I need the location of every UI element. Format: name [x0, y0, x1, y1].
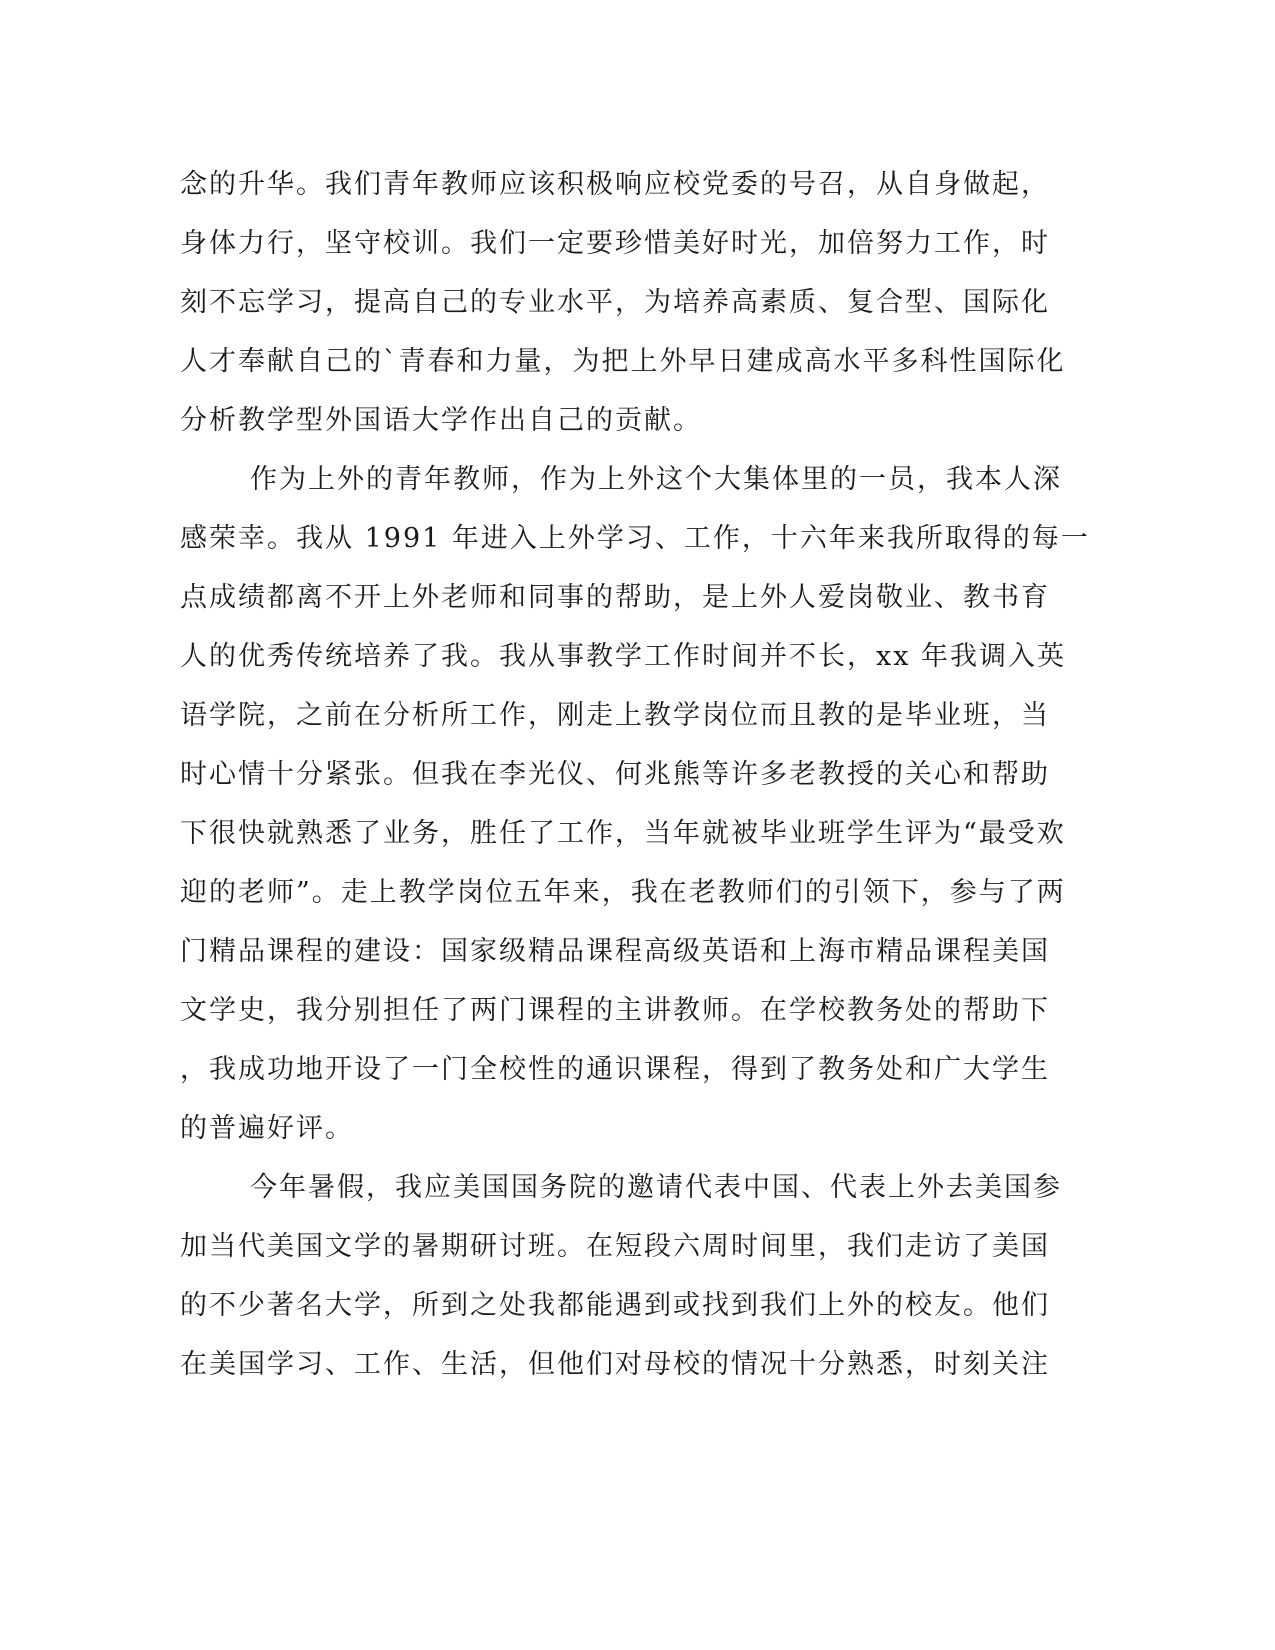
text-line: 时心情十分紧张。但我在李光仪、何兆熊等许多老教授的关心和帮助: [180, 759, 1050, 790]
text-line: 迎的老师”。走上教学岗位五年来，我在老教师们的引领下，参与了两: [180, 877, 1066, 908]
text-line: 身体力行，坚守校训。我们一定要珍惜美好时光，加倍努力工作，时: [180, 228, 1050, 259]
text-line: 人才奉献自己的`青春和力量，为把上外早日建成高水平多科性国际化: [180, 346, 1066, 377]
text-line: 分析教学型外国语大学作出自己的贡献。: [180, 405, 702, 436]
text-line: 文学史，我分别担任了两门课程的主讲教师。在学校教务处的帮助下: [180, 995, 1050, 1026]
text-line: 人的优秀传统培养了我。我从事教学工作时间并不长，xx 年我调入英: [180, 641, 1067, 672]
text-line: 下很快就熟悉了业务，胜任了工作，当年就被毕业班学生评为“最受欢: [180, 818, 1066, 849]
text-line: 的普遍好评。: [180, 1113, 354, 1144]
paragraph: [180, 155, 1066, 450]
text-line: ，我成功地开设了一门全校性的通识课程，得到了教务处和广大学生: [180, 1054, 1050, 1085]
text-line: 的不少著名大学，所到之处我都能遇到或找到我们上外的校友。他们: [180, 1290, 1050, 1321]
paragraph: [180, 450, 1090, 1158]
text-line: 念的升华。我们青年教师应该积极响应校党委的号召，从自身做起，: [180, 169, 1050, 200]
text-line: 作为上外的青年教师，作为上外这个大集体里的一员，我本人深: [250, 464, 1062, 495]
text-line: 今年暑假，我应美国国务院的邀请代表中国、代表上外去美国参: [250, 1172, 1062, 1203]
document-body: [180, 155, 1090, 1394]
text-line: 在美国学习、工作、生活，但他们对母校的情况十分熟悉，时刻关注: [180, 1349, 1050, 1380]
text-line: 刻不忘学习，提高自己的专业水平，为培养高素质、复合型、国际化: [180, 287, 1050, 318]
paragraph: [180, 1158, 1062, 1394]
text-line: 门精品课程的建设：国家级精品课程高级英语和上海市精品课程美国: [180, 936, 1050, 967]
text-line: 点成绩都离不开上外老师和同事的帮助，是上外人爱岗敬业、教书育: [180, 582, 1050, 613]
text-line: 语学院，之前在分析所工作，刚走上教学岗位而且教的是毕业班，当: [180, 700, 1050, 731]
text-line: 加当代美国文学的暑期研讨班。在短段六周时间里，我们走访了美国: [180, 1231, 1050, 1262]
text-line: 感荣幸。我从 1991 年进入上外学习、工作，十六年来我所取得的每一: [180, 523, 1090, 554]
